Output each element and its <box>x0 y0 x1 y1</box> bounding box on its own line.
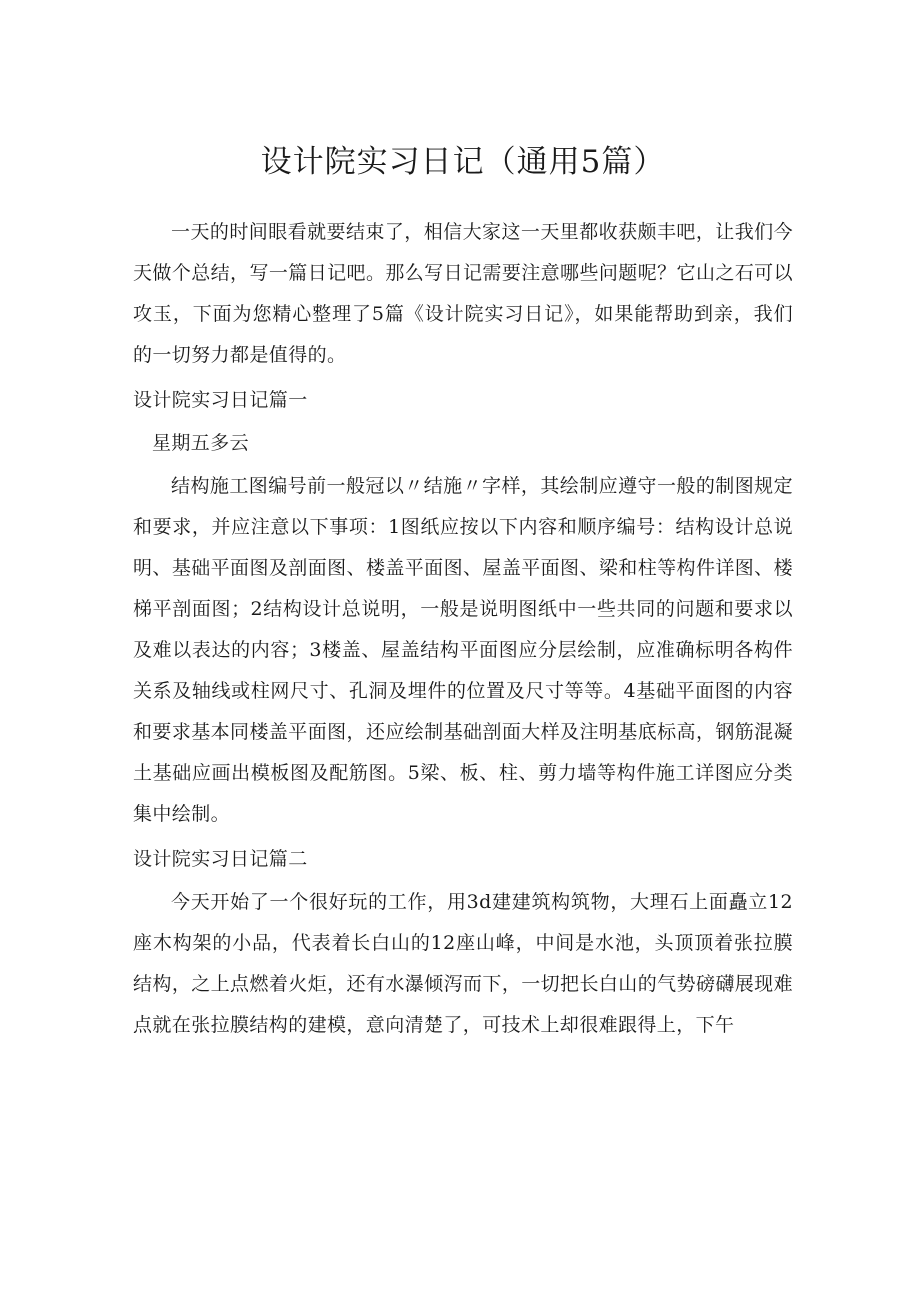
section-body-1: 结构施工图编号前一般冠以〃结施〃字样，其绘制应遵守一般的制图规定和要求，并应注意以下事项：1图纸应按以下内容和顺序编号：结构设计总说明、基础平面图及剖面图、楼盖平面图、屋盖平面图、梁和柱等构件详图、楼梯平剖面图；2结构设计总说明，一般是说明图纸中一些共同的问题和要求以及难以表达的内容；3楼盖、屋盖结构平面图应分层绘制，应准确标明各构件关系及轴线或柱网尺寸、孔洞及埋件的位置及尺寸等等。4基础平面图的内容和要求基本同楼盖平面图，还应绘制基础剖面大样及注明基底标高，钢筋混凝土基础应画出模板图及配筋图。5梁、板、柱、剪力墙等构件施工详图应分类集中绘制。 <box>133 475 793 825</box>
page-title: 设计院实习日记（通用5篇） <box>260 144 666 180</box>
intro-paragraph: 一天的时间眼看就要结束了，相信大家这一天里都收获颇丰吧，让我们今天做个总结，写一篇日记吧。那么写日记需要注意哪些问题呢？它山之石可以攻玉，下面为您精心整理了5篇《设计院实习日记》，如果能帮助到亲，我们的一切努力都是值得的。 <box>133 221 793 366</box>
section-body-2: 今天开始了一个很好玩的工作，用3d建建筑构筑物，大理石上面矗立12座木构架的小品，代表着长白山的12座山峰，中间是水池，头顶顶着张拉膜结构，之上点燃着火炬，还有水瀑倾泻而下，一切把长白山的气势磅礴展现难点就在张拉膜结构的建模，意向清楚了，可技术上却很难跟得上，下午 <box>133 891 793 1036</box>
weather-line: 星期五多云 <box>152 432 250 454</box>
section-heading-1: 设计院实习日记篇一 <box>133 389 308 411</box>
document-page <box>133 138 793 1046</box>
section-heading-2: 设计院实习日记篇二 <box>133 848 308 870</box>
